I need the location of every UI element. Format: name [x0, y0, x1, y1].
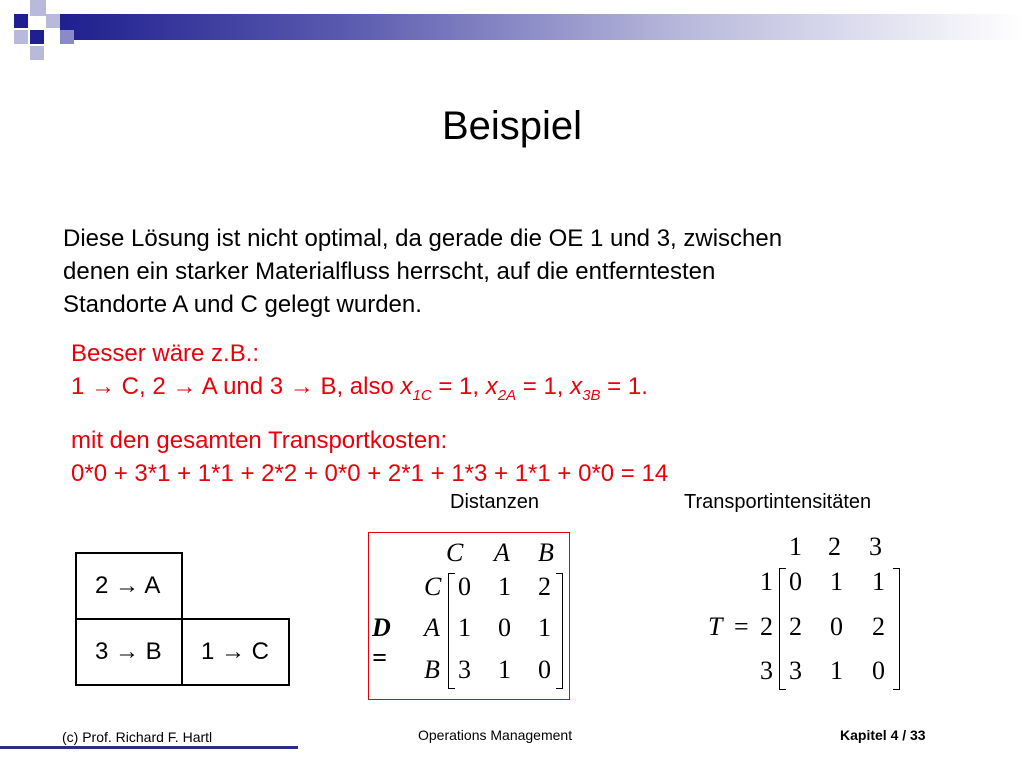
better-solution: [71, 337, 971, 412]
matrix-cell: 1: [538, 613, 551, 642]
matrix-cell: 2: [872, 612, 885, 641]
matrix-row-header: C: [424, 572, 442, 601]
matrix-cell: 1: [498, 655, 511, 684]
better-assignment: 1 → C, 2 → A und 3 → B, also $x_{1C} = 1$, $x_{2A} = 1$, $x_{3B} = 1$.: [71, 373, 648, 404]
footer-author: (c) Prof. Richard F. Hartl: [62, 729, 213, 745]
matrix-col-header: 2: [828, 532, 841, 561]
distances-caption: Distanzen: [450, 491, 539, 513]
header-square: [60, 30, 74, 44]
footer-course: Operations Management: [418, 727, 573, 743]
header-square: [30, 0, 46, 16]
matrix-bracket-right: [893, 568, 900, 690]
cost-block: [71, 424, 971, 490]
footer-line: [0, 746, 298, 749]
intro-line: Standorte A und C gelegt wurden.: [63, 291, 422, 318]
header-square: [14, 30, 28, 44]
matrix-label: D =: [372, 613, 391, 672]
header-gradient-band: [60, 14, 1024, 40]
matrix-col-header: 1: [789, 532, 802, 561]
matrix-bracket-left: [448, 573, 455, 689]
matrix-row-header: 3: [760, 656, 773, 685]
assignment-cell: 1 → C: [182, 619, 289, 685]
matrix-col-header: B: [538, 538, 554, 567]
matrix-cell: 3: [789, 656, 802, 685]
intro-line: denen ein starker Materialfluss herrscht, auf die entferntesten: [63, 258, 716, 285]
matrix-label: T: [708, 612, 723, 641]
better-heading: Besser wäre z.B.:: [71, 340, 260, 367]
assignment-cell: 3 → B: [76, 619, 182, 685]
footer-chapter: Kapitel 4 / 33: [840, 727, 926, 743]
matrix-bracket-left: [779, 568, 786, 690]
slide-title: Beispiel: [441, 104, 583, 148]
header-square: [30, 30, 44, 44]
matrix-cell: 1: [872, 567, 885, 596]
header-square: [46, 14, 60, 28]
matrix-cell: 0: [498, 613, 511, 642]
matrix-row-header: B: [424, 655, 440, 684]
matrix-equals: =: [734, 612, 749, 641]
matrix-cell: 1: [830, 656, 843, 685]
matrix-cell: 0: [458, 572, 471, 601]
matrix-cell: 0: [789, 567, 802, 596]
cost-heading: mit den gesamten Transportkosten:: [71, 427, 448, 454]
matrix-cell: 0: [830, 612, 843, 641]
matrix-cell: 1: [830, 567, 843, 596]
matrix-row-header: 1: [760, 567, 773, 596]
matrix-col-header: C: [446, 538, 464, 567]
matrix-row-header: A: [424, 613, 440, 642]
matrix-cell: 2: [538, 572, 551, 601]
intro-paragraph: [63, 222, 963, 321]
matrix-cell: 1: [458, 613, 471, 642]
assignment-cell: 2 → A: [76, 553, 182, 619]
assignment-table: [75, 552, 290, 686]
matrix-row-header: 2: [760, 612, 773, 641]
header-square: [30, 46, 44, 60]
matrix-cell: 0: [872, 656, 885, 685]
header-square: [14, 14, 28, 28]
matrix-col-header: 3: [869, 532, 882, 561]
matrix-col-header: A: [494, 538, 510, 567]
matrix-bracket-right: [556, 573, 563, 689]
matrix-cell: 0: [538, 655, 551, 684]
matrix-cell: 1: [498, 572, 511, 601]
matrix-cell: 2: [789, 612, 802, 641]
intro-line: Diese Lösung ist nicht optimal, da gerade die OE 1 und 3, zwischen: [63, 225, 783, 252]
matrix-cell: 3: [458, 655, 471, 684]
cost-formula: 0*0 + 3*1 + 1*1 + 2*2 + 0*0 + 2*1 + 1*3 + 1*1 + 0*0 = 14: [71, 460, 669, 487]
transport-caption: Transportintensitäten: [684, 491, 872, 513]
